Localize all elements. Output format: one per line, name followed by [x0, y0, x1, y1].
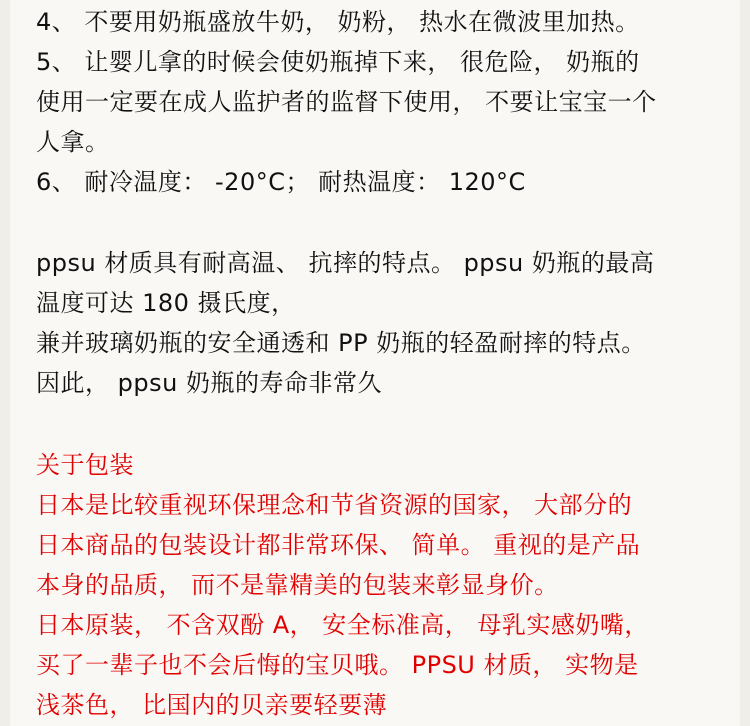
- usage-instructions-section: [36, 0, 732, 202]
- packaging-line: 浅茶色， 比国内的贝亲要轻要薄: [36, 691, 388, 719]
- packaging-line: 日本商品的包装设计都非常环保、 简单。 重视的是产品: [36, 531, 641, 559]
- instruction-line: 人拿。: [36, 128, 110, 156]
- packaging-line: 日本是比较重视环保理念和节省资源的国家， 大部分的: [36, 491, 633, 519]
- section-gap: [36, 403, 732, 445]
- instruction-line: 5、 让婴儿拿的时候会使奶瓶掉下来， 很危险， 奶瓶的: [36, 48, 640, 76]
- packaging-line: 买了一辈子也不会后悔的宝贝哦。 PPSU 材质， 实物是: [36, 651, 639, 679]
- material-line: 因此， ppsu 奶瓶的寿命非常久: [36, 369, 382, 397]
- packaging-section: [36, 445, 732, 725]
- material-section: [36, 243, 732, 403]
- section-gap: [36, 202, 732, 243]
- instruction-line: 4、 不要用奶瓶盛放牛奶， 奶粉， 热水在微波里加热。: [36, 8, 640, 36]
- instruction-line: 6、 耐冷温度： -20°C； 耐热温度： 120°C: [36, 168, 526, 196]
- material-line: 兼并玻璃奶瓶的安全通透和 PP 奶瓶的轻盈耐摔的特点。: [36, 329, 646, 357]
- packaging-line: 日本原装， 不含双酚 A， 安全标准高， 母乳实感奶嘴，: [36, 611, 649, 639]
- material-line: 温度可达 180 摄氏度，: [36, 289, 296, 317]
- packaging-heading: 关于包装: [36, 451, 134, 479]
- packaging-line: 本身的品质， 而不是靠精美的包装来彰显身价。: [36, 571, 559, 599]
- material-line: ppsu 材质具有耐高温、 抗摔的特点。 ppsu 奶瓶的最高: [36, 249, 655, 277]
- instruction-line: 使用一定要在成人监护者的监督下使用， 不要让宝宝一个: [36, 88, 657, 116]
